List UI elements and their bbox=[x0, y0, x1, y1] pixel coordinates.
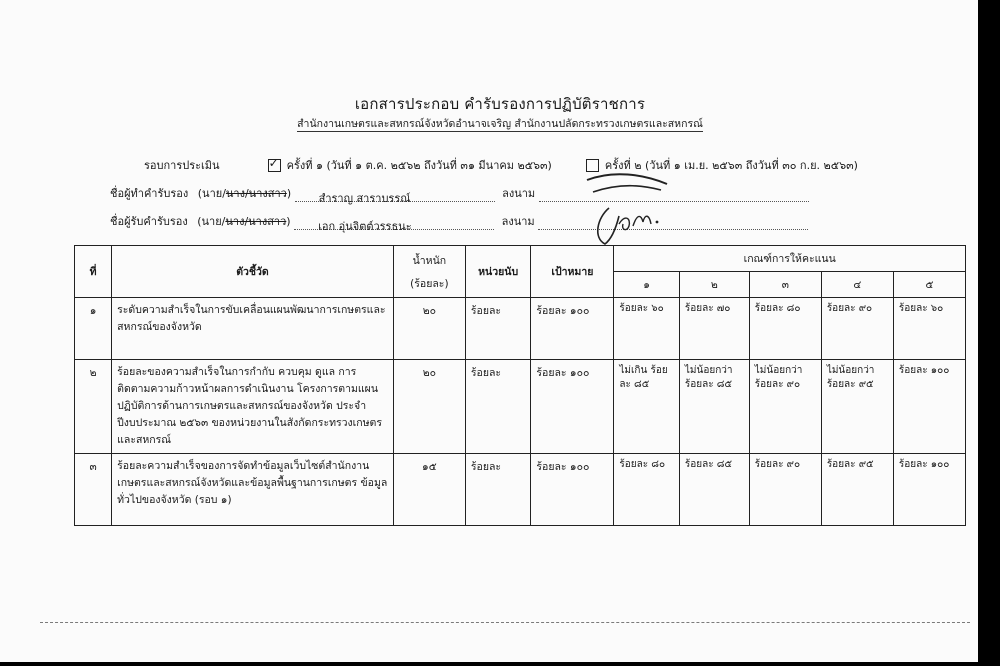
maker-title-prefix: (นาย/ bbox=[197, 187, 226, 200]
header-target: เป้าหมาย bbox=[531, 246, 614, 298]
row-level-4: ร้อยละ ๙๐ bbox=[821, 298, 893, 360]
row-weight: ๒๐ bbox=[393, 298, 465, 360]
row-target: ร้อยละ ๑๐๐ bbox=[531, 298, 614, 360]
header-weight-label: น้ำหนัก bbox=[412, 254, 447, 267]
kpi-table bbox=[74, 245, 966, 526]
row-target: ร้อยละ ๑๐๐ bbox=[531, 360, 614, 454]
receiver-title-suffix: ) bbox=[286, 215, 291, 228]
evaluation-round bbox=[144, 156, 858, 174]
receiver-row bbox=[110, 212, 808, 233]
row-weight: ๑๕ bbox=[393, 454, 465, 526]
row-no: ๓ bbox=[75, 454, 112, 526]
row-level-4: ไม่น้อยกว่า ร้อยละ ๙๕ bbox=[821, 360, 893, 454]
row-level-3: ไม่น้อยกว่า ร้อยละ ๙๐ bbox=[749, 360, 821, 454]
row-level-2: ไม่น้อยกว่า ร้อยละ ๘๕ bbox=[679, 360, 749, 454]
row-indicator: ระดับความสำเร็จในการขับเคลื่อนแผนพัฒนาการเกษตรและสหกรณ์ของจังหวัด bbox=[112, 298, 394, 360]
row-no: ๒ bbox=[75, 360, 112, 454]
maker-sign-field bbox=[539, 189, 809, 202]
row-target: ร้อยละ ๑๐๐ bbox=[531, 454, 614, 526]
row-level-3: ร้อยละ ๘๐ bbox=[749, 298, 821, 360]
receiver-title-strike: นาง/นางสาว bbox=[225, 215, 287, 228]
header-weight bbox=[393, 246, 465, 298]
header-level-4: ๔ bbox=[821, 272, 893, 298]
header-row bbox=[75, 246, 966, 272]
document-subtitle bbox=[0, 115, 1000, 132]
row-level-1: ร้อยละ ๖๐ bbox=[614, 298, 680, 360]
maker-sign-label: ลงนาม bbox=[502, 187, 536, 200]
header-level-1: ๑ bbox=[614, 272, 680, 298]
scan-artifact-line bbox=[40, 622, 970, 623]
round2-label: ครั้งที่ ๒ (วันที่ ๑ เม.ย. ๒๕๖๓ ถึงวันที่ ๓๐ ก.ย. ๒๕๖๓) bbox=[604, 159, 858, 172]
row-level-1: ไม่เกิน ร้อยละ ๘๕ bbox=[614, 360, 680, 454]
maker-name-field bbox=[295, 189, 495, 205]
header-no: ที่ bbox=[75, 246, 112, 298]
row-weight: ๒๐ bbox=[393, 360, 465, 454]
header-indicator: ตัวชี้วัด bbox=[112, 246, 394, 298]
row-unit: ร้อยละ bbox=[465, 298, 531, 360]
subtitle-text: สำนักงานเกษตรและสหกรณ์จังหวัดอำนาจเจริญ สำนักงานปลัดกระทรวงเกษตรและสหกรณ์ bbox=[297, 118, 703, 130]
header-unit: หน่วยนับ bbox=[465, 246, 531, 298]
header-level-5: ๕ bbox=[893, 272, 965, 298]
row-level-5: ร้อยละ ๑๐๐ bbox=[893, 454, 965, 526]
document-title: เอกสารประกอบ คำรับรองการปฏิบัติราชการ bbox=[354, 95, 646, 113]
header-level-3: ๓ bbox=[749, 272, 821, 298]
table-row bbox=[75, 454, 966, 526]
receiver-name-field bbox=[294, 217, 494, 233]
maker-name: สำราญ สาราบรรณ์ bbox=[318, 192, 411, 205]
row-no: ๑ bbox=[75, 298, 112, 360]
receiver-sign-label: ลงนาม bbox=[501, 215, 535, 228]
header-criteria: เกณฑ์การให้คะแนน bbox=[614, 246, 966, 272]
row-level-5: ร้อยละ ๖๐ bbox=[893, 298, 965, 360]
round-label: รอบการประเมิน bbox=[144, 159, 220, 172]
receiver-name: เอก อุ่นจิตต์วรรธนะ bbox=[318, 220, 412, 233]
maker-title-suffix: ) bbox=[286, 187, 292, 200]
maker-label: ชื่อผู้ทำคำรับรอง bbox=[110, 187, 189, 200]
row-level-5: ร้อยละ ๑๐๐ bbox=[893, 360, 965, 454]
receiver-sign-field bbox=[538, 217, 808, 230]
row-indicator: ร้อยละความสำเร็จของการจัดทำข้อมูลเว็บไซต์สำนักงานเกษตรและสหกรณ์จังหวัดและข้อมูลพื้นฐานการเกษตร ข้อมูลทั่วไปของจังหวัด (รอบ ๑) bbox=[112, 454, 394, 526]
row-level-3: ร้อยละ ๙๐ bbox=[749, 454, 821, 526]
maker-row bbox=[110, 184, 809, 205]
header-weight-unit: (ร้อยละ) bbox=[410, 277, 449, 290]
round1-checkbox[interactable] bbox=[268, 159, 281, 172]
row-unit: ร้อยละ bbox=[465, 454, 531, 526]
row-level-2: ร้อยละ ๘๕ bbox=[679, 454, 749, 526]
receiver-title-prefix: (นาย/ bbox=[197, 215, 226, 228]
table-row bbox=[75, 360, 966, 454]
row-level-1: ร้อยละ ๘๐ bbox=[614, 454, 680, 526]
row-unit: ร้อยละ bbox=[465, 360, 531, 454]
maker-title-strike: นาง/นางสาว bbox=[225, 187, 287, 200]
receiver-label: ชื่อผู้รับคำรับรอง bbox=[110, 215, 188, 228]
row-level-2: ร้อยละ ๗๐ bbox=[679, 298, 749, 360]
table-row bbox=[75, 298, 966, 360]
row-level-4: ร้อยละ ๙๕ bbox=[821, 454, 893, 526]
row-indicator: ร้อยละของความสำเร็จในการกำกับ ควบคุม ดูแล การติดตามความก้าวหน้าผลการดำเนินงาน โครงการตามแผนปฏิบัติการด้านการเกษตรและสหกรณ์ของจังหวัด ประจำปีงบประมาณ ๒๕๖๓ ของหน่วยงานในสังกัดกระทรวงเกษตรและสหกรณ์ bbox=[112, 360, 394, 454]
scan-edge-bottom bbox=[0, 662, 1000, 666]
round1-label: ครั้งที่ ๑ (วันที่ ๑ ต.ค. ๒๕๖๒ ถึงวันที่ ๓๑ มีนาคม ๒๕๖๓) bbox=[286, 159, 552, 172]
handwritten-signature bbox=[583, 168, 673, 248]
header-level-2: ๒ bbox=[679, 272, 749, 298]
